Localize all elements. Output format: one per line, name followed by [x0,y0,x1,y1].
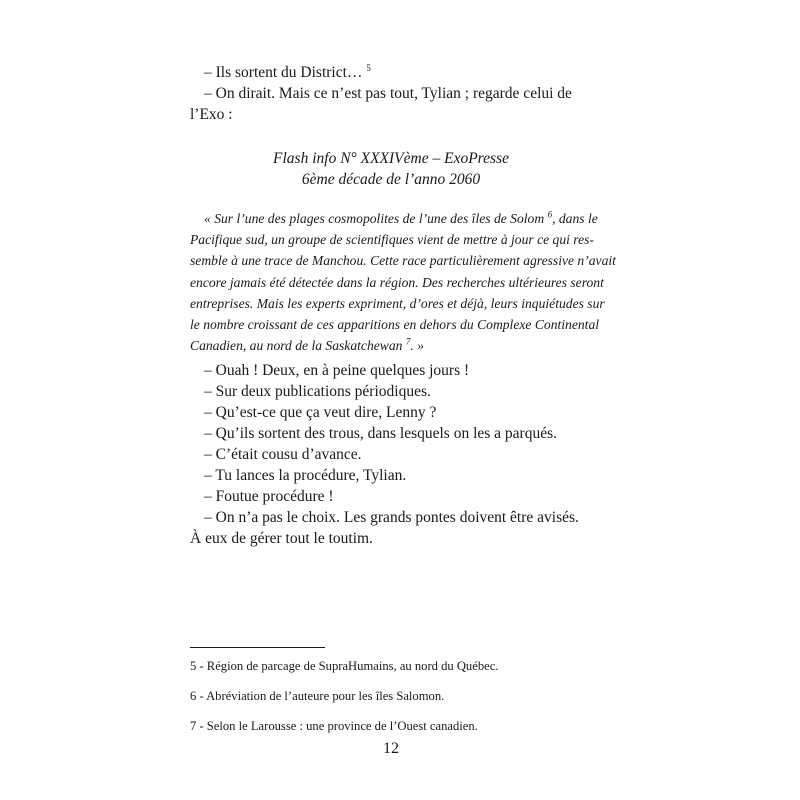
flash-date: 6ème décade de l’anno 2060 [301,171,481,188]
footnote: 5 - Région de parcage de SupraHumains, au nord du Québec. [190,659,499,673]
page-number: 12 [383,740,399,757]
dialog-text: – Ils sortent du District… [204,64,367,81]
dialog-line: – Tu lances la procédure, Tylian. [204,467,407,484]
footnote-ref: 6 [547,209,553,220]
footnote-ref: 5 [366,62,371,73]
footnote: 7 - Selon le Larousse : une province de l’Ouest canadien. [190,719,478,733]
footnote-divider [190,647,325,648]
quote-text: . » [410,338,424,354]
dialog-line [190,62,592,83]
dialog-line: – Qu’est-ce que ça veut dire, Lenny ? [204,404,437,421]
dialog-line: – On dirait. Mais ce n’est pas tout, Tylian ; regarde celui de [204,85,572,102]
quote-text: , dans le [552,211,598,226]
quote-line: le nombre croissant de ces apparitions en dehors du Complexe Continental [190,317,600,333]
book-page [190,0,616,800]
footnote-ref: 7 [405,336,411,347]
dialog-line: – On n’a pas le choix. Les grands pontes doivent être avisés. [204,509,579,526]
dialog-line: – Ouah ! Deux, en à peine quelques jours ! [204,362,470,379]
flash-info-heading [190,148,592,190]
footnote: 6 - Abréviation de l’auteure pour les îles Salomon. [190,689,445,703]
quote-line [190,335,592,356]
quote-line [190,208,598,229]
quote-text: « Sur l’une des plages cosmopolites de l’une des îles de Solom [204,211,548,226]
quote-line: semble à une trace de Manchou. Cette race particulièrement agressive n’avait [190,253,616,269]
quote-line: encore jamais été détectée dans la région. Des recherches ultérieures seront [190,274,604,290]
dialog-line: À eux de gérer tout le toutim. [190,530,373,547]
news-quote [190,208,616,356]
dialog-block [190,360,592,549]
quote-line: entreprises. Mais les experts expriment, d’ores et déjà, leurs inquiétudes sur [190,295,605,311]
dialog-line: – Foutue procédure ! [204,488,334,505]
footnotes [190,658,592,748]
quote-line: Pacifique sud, un groupe de scientifiques vient de mettre à jour ce qui res- [190,232,594,248]
dialog-line: – C’était cousu d’avance. [204,446,362,463]
dialog-line: l’Exo : [190,106,233,123]
flash-title: Flash info N° XXXIVème – ExoPresse [273,150,509,167]
quote-text: Canadien, au nord de la Saskatchewan [190,338,406,354]
dialog-line: – Sur deux publications périodiques. [204,383,431,400]
dialog-line: – Qu’ils sortent des trous, dans lesquels on les a parqués. [204,425,557,442]
opening-dialog [190,62,592,125]
